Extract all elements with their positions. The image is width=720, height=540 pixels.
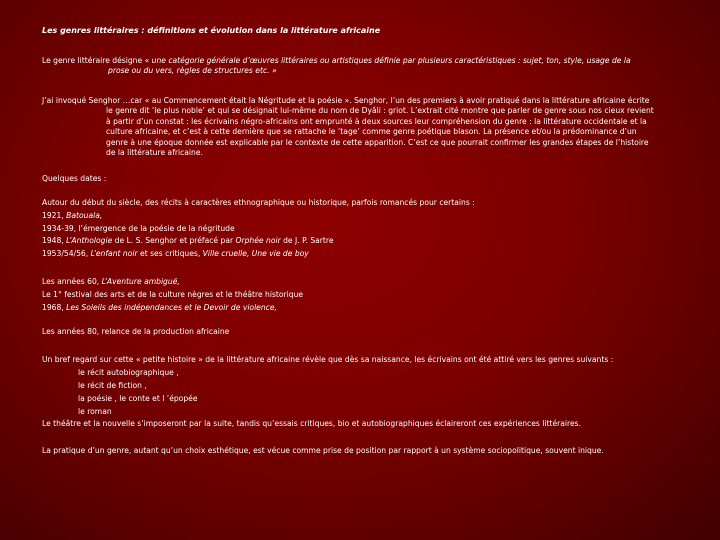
work-title: Les Soleils des indépendances et le Devoir de violence, (66, 302, 277, 312)
senghor-line: J’ai invoqué Senghor …car « au Commencement était la Négritude et la poésie ». Senghor, l’un des premiers à avoir pratiqué dans la littérature africaine écrite (42, 96, 650, 105)
senghor-line: de la littérature africaine. (106, 148, 203, 158)
date-year: 1921, (42, 210, 67, 220)
date-1948 (42, 235, 682, 248)
theatre-sentence: Le théâtre et la nouvelle s’imposeront par la suite, tandis qu’essais critiques, bio et autobiographiques éclaireront ces expériences littéraires. (42, 419, 581, 428)
definition-lead: Le genre littéraire désigne « (42, 56, 152, 65)
date-1953 (42, 248, 682, 261)
date-text: de L. S. Senghor et préfacé par (112, 236, 236, 246)
senghor-line: le genre dit ‘le plus noble’ et qui se désignait lui-même du nom de Dyâli : griot. L’extrait cité montre que parler de genre sous nos cieux revient (106, 106, 654, 116)
slide-title: Les genres littéraires : définitions et évolution dans la littérature africaine (42, 26, 381, 35)
date-year: Les années 60, (42, 277, 102, 286)
work-title: Ville cruelle, Une vie de boy (202, 249, 309, 259)
dates-heading: Quelques dates : (42, 174, 107, 183)
genres-overview (42, 354, 682, 419)
genre-item: le récit autobiographique , (78, 367, 179, 377)
years-80: Les années 80, relance de la production africaine (42, 327, 230, 336)
work-title: L’Anthologie (66, 236, 113, 246)
date-year: 1968, (42, 302, 67, 312)
work-title: Batouala, (66, 210, 103, 220)
date-60s (42, 276, 682, 289)
practice-sentence: La pratique d’un genre, autant qu’un choix esthétique, est vécue comme prise de position par rapport à un système sociopolitique, souvent inique. (42, 446, 604, 455)
genre-item: le roman (78, 406, 112, 416)
genre-definition (42, 56, 662, 77)
dates-intro: Autour du début du siècle, des récits à caractères ethnographique ou historique, parfois romancés pour certains : (42, 198, 475, 207)
date-1921 (42, 210, 682, 223)
dates-list-early (42, 197, 682, 261)
date-1934: 1934-39, l’émergence de la poésie de la négritude (42, 223, 235, 233)
senghor-line: à partir d’un constat : les écrivains négro-africains ont emprunté à deux sources leur compréhension du genre : la littérature occidentale et la (106, 116, 647, 126)
definition-line-1 (42, 56, 662, 66)
definition-quote-end: prose ou du vers, règles de structures etc. » (108, 66, 277, 76)
work-title: L’Aventure ambiguë, (101, 277, 180, 286)
festival-line: Le 1° festival des arts et de la culture nègres et le théâtre historique (42, 289, 304, 299)
date-text: de J. P. Sartre (280, 236, 334, 246)
date-text: et ses critiques, (137, 249, 203, 259)
senghor-line: culture africaine, et c’est à cette dernière que se rattache le ‘tage’ comme genre poétique blason. La présence et/ou la prédominance d’un (106, 127, 637, 137)
date-1968 (42, 302, 682, 315)
overview-intro: Un bref regard sur cette « petite histoire » de la littérature africaine révèle que dès sa naissance, les écrivains ont été attiré vers les genres suivants : (42, 355, 614, 364)
date-year: 1948, (42, 236, 67, 246)
dates-list-60s (42, 276, 682, 314)
work-title: Orphée noir (235, 236, 281, 246)
genre-item: le récit de fiction , (78, 380, 147, 390)
senghor-line: genre à une époque donnée est explicable par le contexte de cette apparition. C’est ce que pourrait confirmer les grandes étapes de l’histoire (106, 137, 649, 147)
work-title: L’enfant noir (90, 249, 138, 259)
senghor-paragraph (42, 96, 682, 158)
genre-item: la poésie , le conte et l ’épopée (78, 393, 198, 403)
date-year: 1953/54/56, (42, 249, 91, 259)
definition-quote: une catégorie générale d’œuvres littéraires ou artistiques définie par plusieurs caractéristiques : sujet, ton, style, usage de la (151, 56, 631, 65)
